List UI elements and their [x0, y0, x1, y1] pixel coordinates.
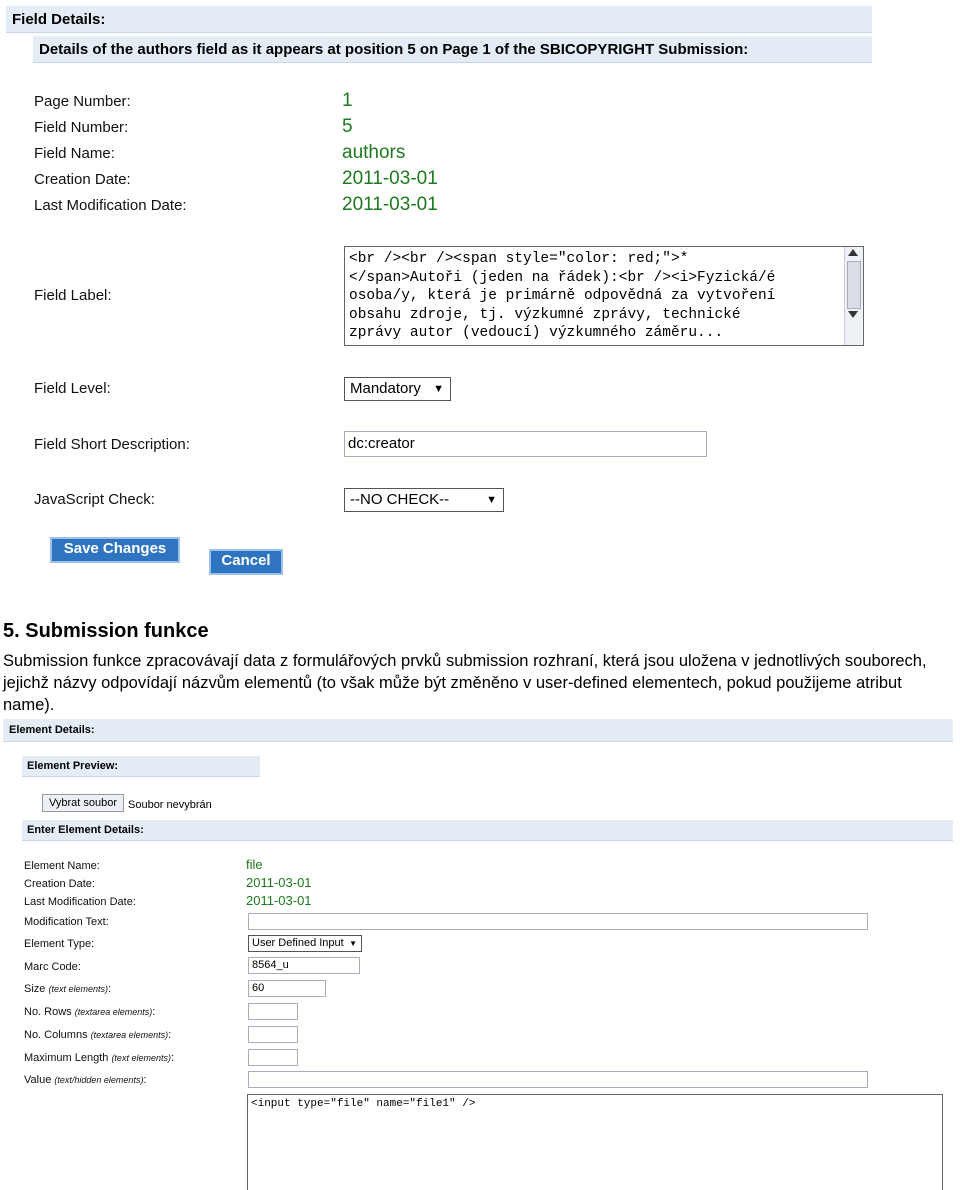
element-details-title: Element Details:	[9, 724, 95, 736]
last-modification-label: Last Modification Date:	[34, 197, 187, 214]
columns-hint: (textarea elements)	[90, 1030, 169, 1040]
scroll-up-icon[interactable]	[848, 249, 858, 256]
element-name-value: file	[246, 857, 263, 872]
maxlength-label-text: Maximum Length	[24, 1052, 109, 1064]
marc-code-label: Marc Code:	[24, 961, 81, 973]
page-number-value: 1	[342, 90, 353, 111]
page-number-label: Page Number:	[34, 93, 131, 110]
columns-label-text: No. Columns	[24, 1029, 88, 1041]
field-number-label: Field Number:	[34, 119, 129, 136]
value-label: Value (text/hidden elements):	[24, 1074, 147, 1086]
field-name-value: authors	[342, 142, 406, 163]
field-label-textarea[interactable]	[344, 246, 864, 346]
last-modification-value: 2011-03-01	[342, 194, 438, 215]
rows-hint: (textarea elements)	[74, 1007, 153, 1017]
short-description-value: dc:creator	[348, 435, 415, 452]
field-label-line: osoba/y, která je primárně odpovědná za vytvoření	[349, 288, 776, 304]
size-input[interactable]	[248, 980, 326, 997]
value-hint: (text/hidden elements)	[54, 1075, 144, 1085]
field-level-label: Field Level:	[34, 380, 111, 397]
element-preview-header	[22, 756, 260, 777]
element-type-value: User Defined Input	[252, 937, 344, 949]
no-file-text: Soubor nevybrán	[128, 799, 212, 811]
enter-details-title: Enter Element Details:	[27, 824, 144, 836]
maxlength-input[interactable]	[248, 1049, 298, 1066]
value-input[interactable]	[248, 1071, 868, 1088]
element-type-select[interactable]	[248, 935, 362, 952]
scroll-thumb[interactable]	[847, 261, 861, 309]
section-paragraph: Submission funkce zpracovávají data z formulářových prvků submission rozhraní, která jsou uložena v jednotlivých souborech, jejichž názvy odpovídají názvům elementů (to však může být změněno v user-defined elementech, pokud použijeme atribut name).	[3, 652, 927, 714]
element-lastmod-label: Last Modification Date:	[24, 896, 136, 908]
creation-date-label: Creation Date:	[34, 171, 131, 188]
rows-input[interactable]	[248, 1003, 298, 1020]
field-number-value: 5	[342, 116, 353, 137]
field-label-line: obsahu zdroje, tj. výzkumné zprávy, technické	[349, 306, 741, 323]
size-value: 60	[252, 982, 265, 994]
cancel-button[interactable]: Cancel	[209, 549, 283, 575]
scroll-down-icon[interactable]	[848, 311, 858, 318]
element-lastmod-value: 2011-03-01	[246, 893, 312, 908]
field-details-subheader	[33, 36, 872, 63]
modification-text-label: Modification Text:	[24, 916, 109, 928]
field-details-title: Field Details:	[12, 11, 106, 28]
element-creation-value: 2011-03-01	[246, 875, 312, 890]
field-label-label: Field Label:	[34, 287, 112, 304]
element-preview-title: Element Preview:	[27, 760, 119, 772]
javascript-check-label: JavaScript Check:	[34, 491, 155, 508]
section-heading: 5. Submission funkce	[3, 620, 209, 642]
element-type-label: Element Type:	[24, 938, 95, 950]
field-label-line: zprávy autor (vedoucí) výzkumného záměru...	[349, 325, 724, 341]
size-label-text: Size	[24, 983, 46, 995]
field-label-line: </span>Autoři (jeden na řádek):<br /><i>Fyzická/é	[349, 269, 776, 286]
maxlength-label: Maximum Length (text elements):	[24, 1052, 175, 1064]
field-level-value: Mandatory	[350, 380, 421, 397]
size-hint: (text elements)	[48, 984, 108, 994]
short-description-input[interactable]	[344, 431, 707, 457]
maxlength-hint: (text elements)	[111, 1053, 171, 1063]
value-label-text: Value	[24, 1074, 52, 1086]
marc-code-value: 8564_u	[252, 959, 289, 971]
field-details-subtitle: Details of the authors field as it appears at position 5 on Page 1 of the SBICOPYRIGHT Submission:	[39, 41, 749, 58]
rows-label: No. Rows (textarea elements):	[24, 1006, 156, 1018]
modification-text-input[interactable]	[248, 913, 868, 930]
size-label: Size (text elements):	[24, 983, 112, 995]
element-code-text: <input type="file" name="file1" />	[251, 1098, 476, 1110]
field-name-label: Field Name:	[34, 145, 115, 162]
element-creation-label: Creation Date:	[24, 878, 95, 890]
marc-code-input[interactable]	[248, 957, 360, 974]
dropdown-arrow-icon: ▼	[486, 494, 497, 506]
field-level-select[interactable]	[344, 377, 451, 401]
javascript-check-value: --NO CHECK--	[350, 491, 450, 508]
element-code-textarea[interactable]	[247, 1094, 943, 1190]
javascript-check-select[interactable]	[344, 488, 504, 512]
columns-input[interactable]	[248, 1026, 298, 1043]
choose-file-button[interactable]: Vybrat soubor	[42, 794, 124, 812]
dropdown-arrow-icon: ▼	[349, 939, 357, 948]
enter-details-header	[22, 820, 953, 841]
columns-label: No. Columns (textarea elements):	[24, 1029, 172, 1041]
dropdown-arrow-icon: ▼	[433, 383, 444, 395]
element-name-label: Element Name:	[24, 860, 100, 872]
rows-label-text: No. Rows	[24, 1006, 72, 1018]
textarea-scrollbar[interactable]	[844, 247, 863, 345]
save-changes-button[interactable]: Save Changes	[50, 537, 180, 563]
creation-date-value: 2011-03-01	[342, 168, 438, 189]
field-label-line: <br /><br /><span style="color: red;">*	[349, 251, 689, 267]
element-details-header	[3, 719, 953, 742]
field-details-header	[6, 6, 872, 33]
short-description-label: Field Short Description:	[34, 436, 190, 453]
